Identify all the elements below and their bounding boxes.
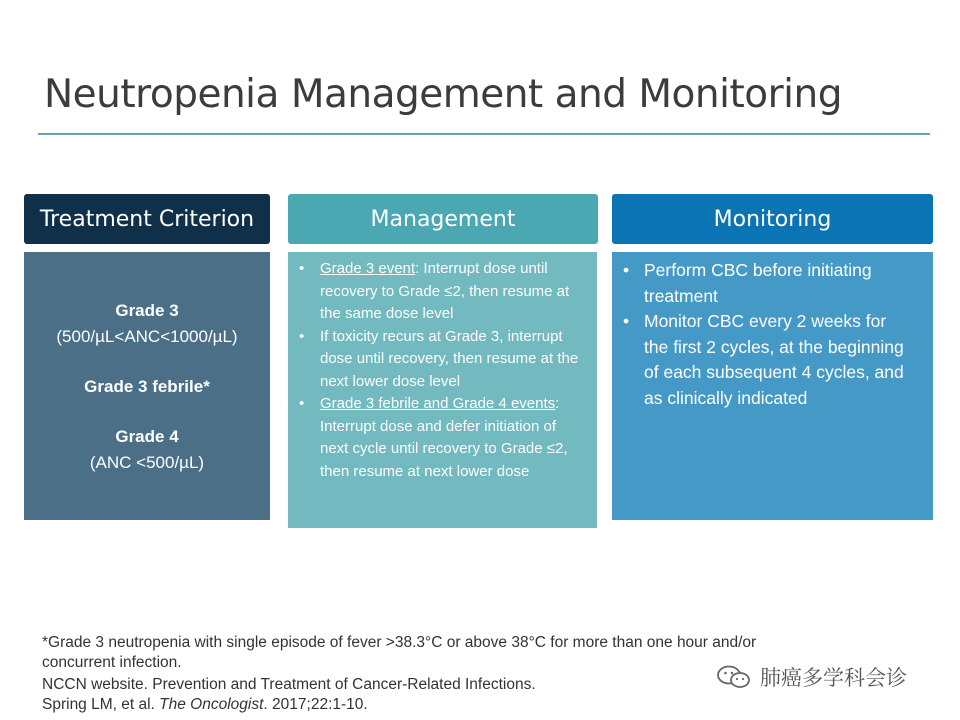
management-bullet-text: If toxicity recurs at Grade 3, interrupt dose until recovery, then resume at the next lower dose level <box>320 327 579 390</box>
management-header: Management <box>288 194 598 244</box>
monitoring-bullet-text: Monitor CBC every 2 weeks for the first 2 cycles, at the beginning of each subsequent 4 cycles, and as clinically indicated <box>644 311 904 408</box>
watermark-text: 肺癌多学科会诊 <box>760 667 907 690</box>
reference-nccn: NCCN website. Prevention and Treatment of Cancer-Related Infections. <box>42 676 536 693</box>
reference-spring <box>42 696 368 714</box>
monitoring-bullet: • Perform CBC before initiating treatment <box>623 260 872 306</box>
slide-title: Neutropenia Management and Monitoring <box>44 72 842 117</box>
management-bullet-text: : Interrupt dose and defer initiation of next cycle until recovery to Grade ≤2, then resume at next lower dose <box>320 395 568 480</box>
management-bullet: • Grade 3 event: Interrupt dose until recovery to Grade ≤2, then resume at the same dose level <box>299 260 570 322</box>
reference-authors: Spring LM, et al. <box>42 696 160 713</box>
grade3-value: (500/µL<ANC<1000/µL) <box>56 327 238 346</box>
monitoring-bullet-text: Perform CBC before initiating treatment <box>644 260 872 306</box>
management-bullet-lead: Grade 3 event <box>320 260 416 277</box>
reference-citation: . 2017;22:1-10. <box>263 696 368 713</box>
wechat-icon <box>716 664 752 690</box>
footnote-line: concurrent infection. <box>42 654 182 671</box>
grade4-value: (ANC <500/µL) <box>89 453 205 472</box>
title-divider <box>38 133 930 135</box>
watermark <box>716 662 907 692</box>
management-bullet-lead: Grade 3 febrile and Grade 4 events <box>320 395 556 412</box>
treatment-criterion-header: Treatment Criterion <box>24 194 270 244</box>
monitoring-box <box>612 252 933 520</box>
monitoring-bullet: • Monitor CBC every 2 weeks for the first 2 cycles, at the beginning of each subsequent 4 cycles, and as clinically indicated <box>623 311 904 408</box>
management-box <box>288 252 597 528</box>
grade3-febrile-label: Grade 3 febrile* <box>84 377 210 396</box>
footnote-line: *Grade 3 neutropenia with single episode of fever >38.3°C or above 38°C for more than one hour and/or <box>42 634 757 651</box>
reference-journal: The Oncologist <box>159 696 264 713</box>
grade4-label: Grade 4 <box>115 427 179 446</box>
monitoring-header: Monitoring <box>612 194 933 244</box>
management-bullet: • If toxicity recurs at Grade 3, interrupt dose until recovery, then resume at the next lower dose level <box>299 327 579 390</box>
grade3-label: Grade 3 <box>115 301 179 320</box>
management-bullet-text: : Interrupt dose until recovery to Grade ≤2, then resume at the same dose level <box>320 260 570 322</box>
management-bullet: • Grade 3 febrile and Grade 4 events: Interrupt dose and defer initiation of next cycle until recovery to Grade ≤2, then resume at next lower dose <box>299 395 568 480</box>
treatment-criterion-box <box>24 252 270 520</box>
